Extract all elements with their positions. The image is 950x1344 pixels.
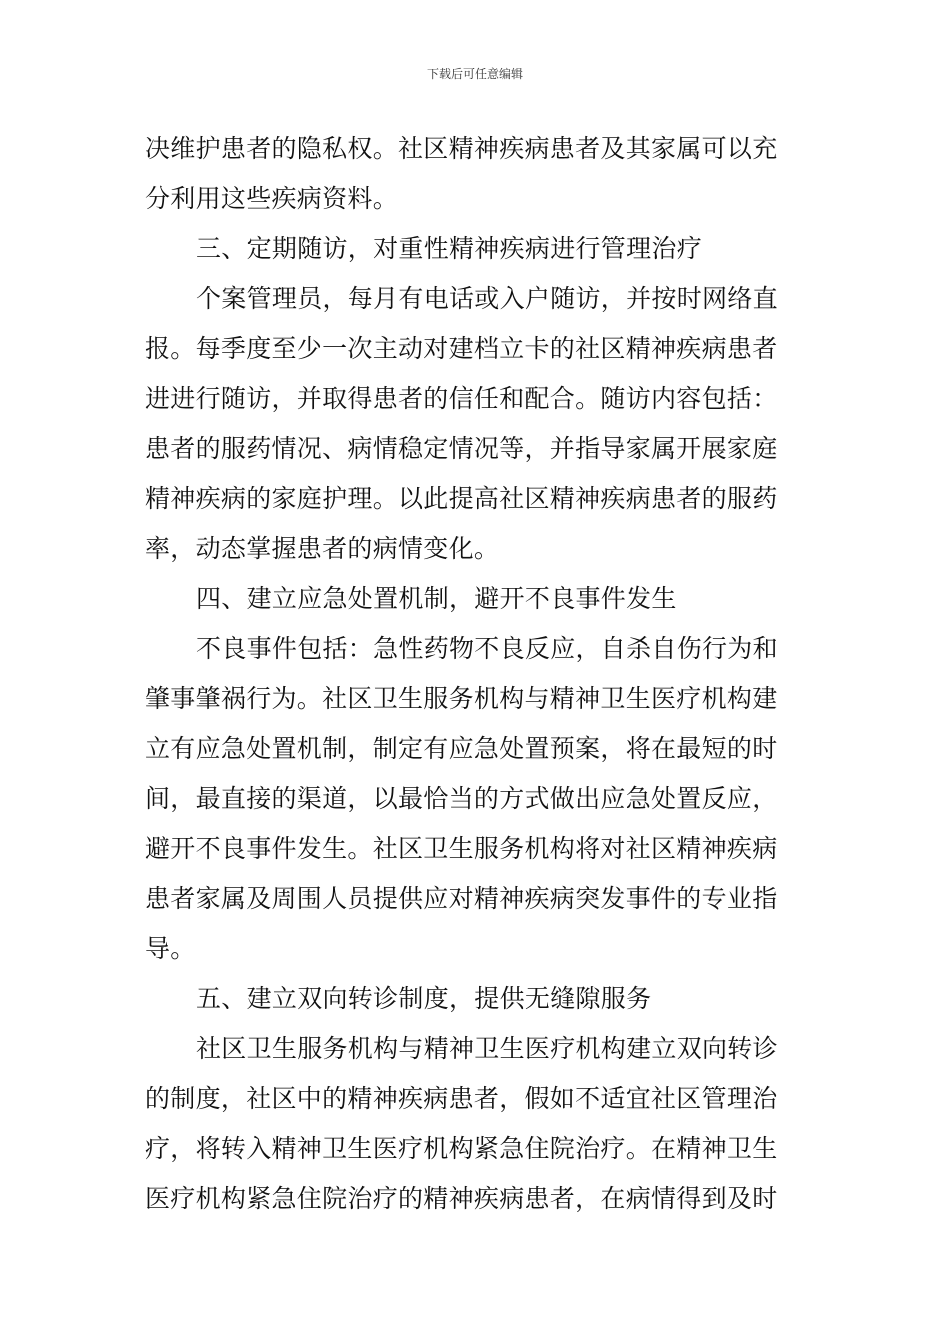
text-line-9: 率，动态掌握患者的病情变化。 — [145, 534, 500, 563]
text-line-17: 导。 — [145, 934, 196, 963]
text-line-6: 进进行随访，并取得患者的信任和配合。随访内容包括： — [145, 384, 778, 413]
text-line-7: 患者的服药情况、病情稳定情况等，并指导家属开展家庭 — [145, 434, 778, 463]
text-line-5: 报。每季度至少一次主动对建档立卡的社区精神疾病患者 — [145, 334, 778, 363]
text-line-16: 患者家属及周围人员提供应对精神疾病突发事件的专业指 — [145, 884, 778, 913]
text-line-20: 的制度，社区中的精神疾病患者，假如不适宜社区管理治 — [145, 1084, 778, 1113]
text-line-13: 立有应急处置机制，制定有应急处置预案，将在最短的时 — [145, 734, 778, 763]
text-line-4: 个案管理员，每月有电话或入户随访，并按时网络直 — [196, 284, 778, 313]
document-body — [145, 124, 805, 1224]
text-line-22: 医疗机构紧急住院治疗的精神疾病患者，在病情得到及时 — [145, 1184, 778, 1213]
section-heading-3: 三、定期随访，对重性精神疾病进行管理治疗 — [196, 234, 703, 263]
text-line-19: 社区卫生服务机构与精神卫生医疗机构建立双向转诊 — [196, 1034, 778, 1063]
page-header-note: 下载后可任意编辑 — [426, 67, 523, 81]
text-line-21: 疗，将转入精神卫生医疗机构紧急住院治疗。在精神卫生 — [145, 1134, 778, 1163]
text-line-12: 肇事肇祸行为。社区卫生服务机构与精神卫生医疗机构建 — [145, 684, 778, 713]
text-line-8: 精神疾病的家庭护理。以此提高社区精神疾病患者的服药 — [145, 484, 778, 513]
section-heading-4: 四、建立应急处置机制，避开不良事件发生 — [196, 584, 677, 613]
text-line-2: 分利用这些疾病资料。 — [145, 184, 399, 213]
section-heading-5: 五、建立双向转诊制度，提供无缝隙服务 — [196, 984, 652, 1013]
text-line-1: 决维护患者的隐私权。社区精神疾病患者及其家属可以充 — [145, 134, 778, 163]
text-line-14: 间，最直接的渠道，以最恰当的方式做出应急处置反应， — [145, 784, 778, 813]
text-line-11: 不良事件包括：急性药物不良反应，自杀自伤行为和 — [196, 634, 778, 663]
text-line-15: 避开不良事件发生。社区卫生服务机构将对社区精神疾病 — [145, 834, 778, 863]
